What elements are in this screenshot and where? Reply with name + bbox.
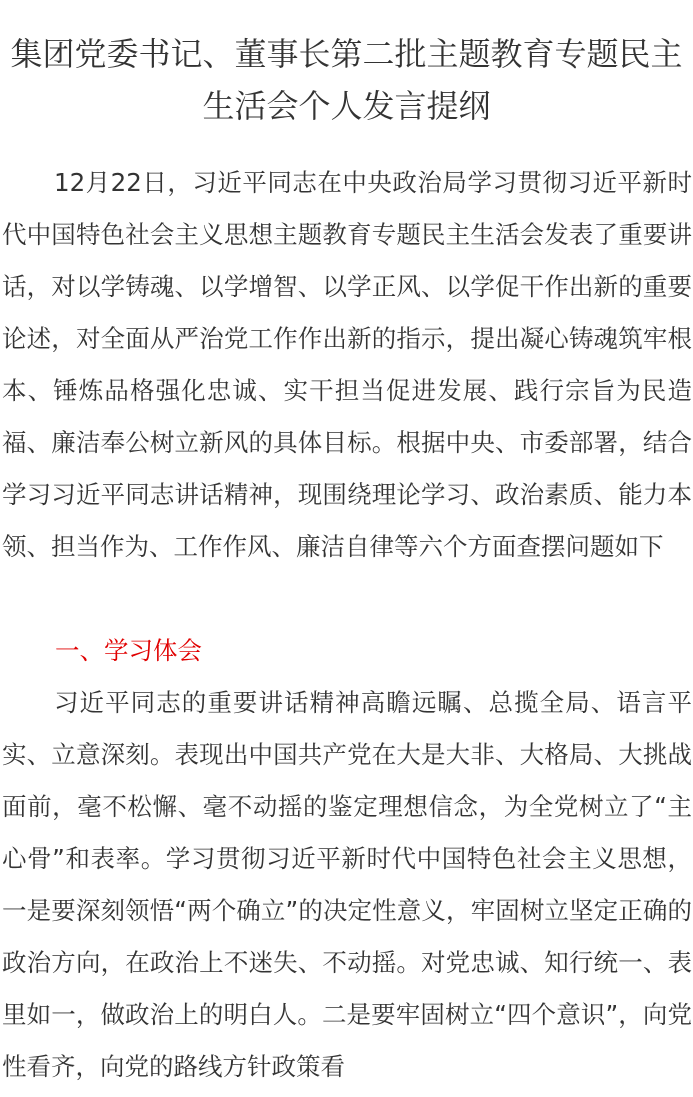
section-heading: 一、学习体会 bbox=[55, 636, 202, 665]
section-paragraph: 习近平同志的重要讲话精神高瞻远瞩、总揽全局、语言平实、立意深刻。表现出中国共产党在大是大非、大格局、大挑战面前，毫不松懈、毫不动摇的鉴定理想信念，为全党树立了“主心骨”和表率。学习贯彻习近平新时代中国特色社会主义思想，一是要深刻领悟“两个确立”的决定性意义，牢固树立坚定正确的政治方向，在政治上不迷失、不动摇。对党忠诚、知行统一、表里如一，做政治上的明白人。二是要牢固树立“四个意识”，向党性看齐，向党的路线方针政策看 bbox=[2, 688, 692, 1081]
intro-paragraph: 12月22日，习近平同志在中央政治局学习贯彻习近平新时代中国特色社会主义思想主题教育专题民主生活会发表了重要讲话，对以学铸魂、以学增智、以学正风、以学促干作出新的重要论述，对全面从严治党工作作出新的指示，提出凝心铸魂筑牢根本、锤炼品格强化忠诚、实干担当促进发展、践行宗旨为民造福、廉洁奉公树立新风的具体目标。根据中央、市委部署，结合学习习近平同志讲话精神，现围绕理论学习、政治素质、能力本领、担当作为、工作作风、廉洁自律等六个方面查摆问题如下 bbox=[2, 168, 692, 561]
document-title: 集团党委书记、董事长第二批主题教育专题民主生活会个人发言提纲 bbox=[10, 35, 683, 125]
